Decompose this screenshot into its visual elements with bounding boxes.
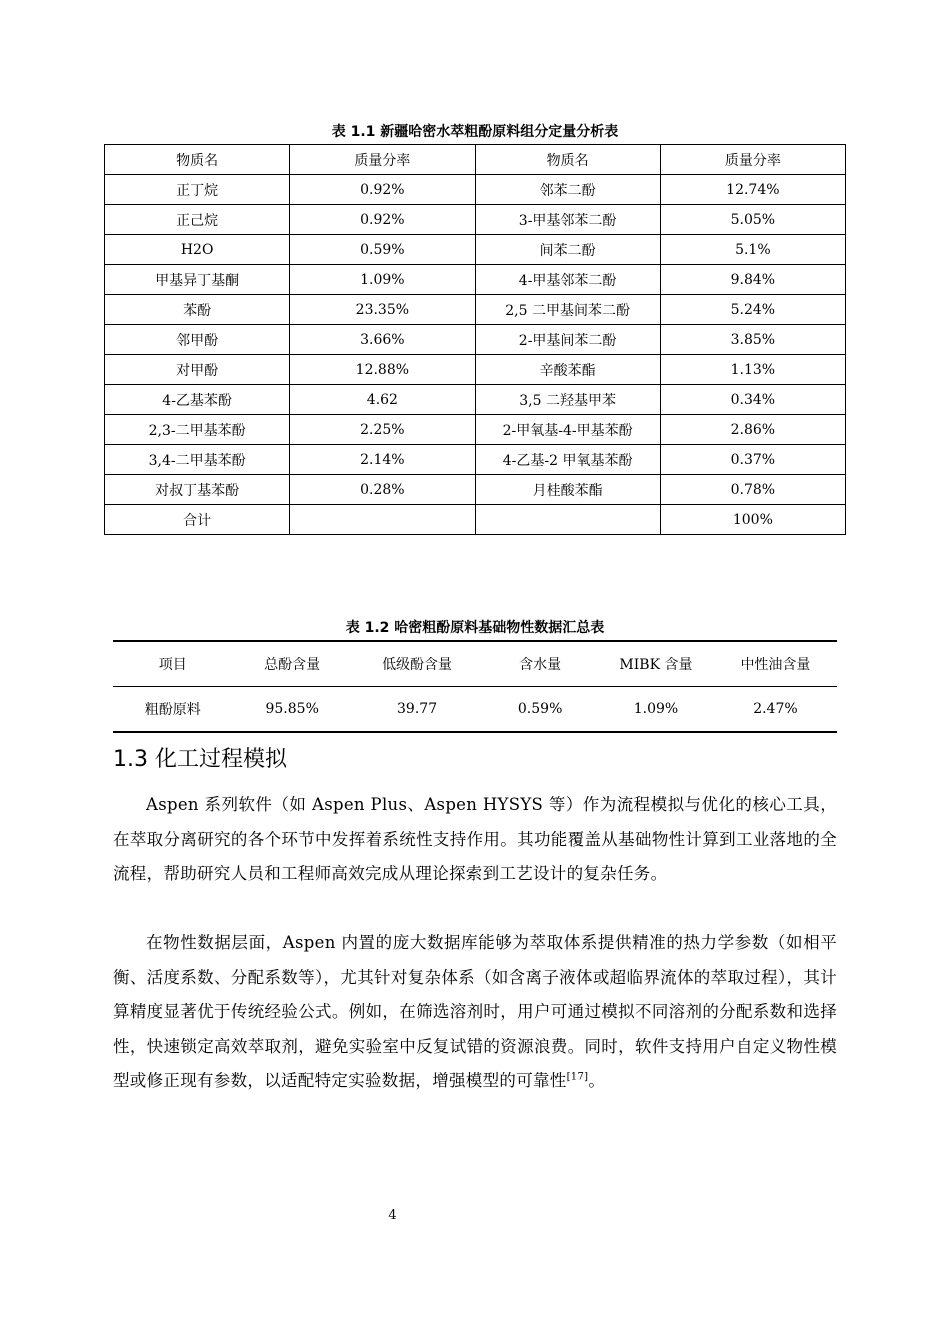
paragraph-2 [113, 926, 837, 1099]
table-cell: 正丁烷 [105, 175, 290, 205]
table2-caption: 表 1.2 哈密粗酚原料基础物性数据汇总表 [345, 620, 605, 636]
table-cell: 9.84% [660, 265, 845, 295]
table-cell: 对叔丁基苯酚 [105, 475, 290, 505]
table-cell: 4-乙基苯酚 [105, 385, 290, 415]
table-cell: 2-甲氧基-4-甲基苯酚 [475, 415, 660, 445]
table-cell: 1.09% [290, 265, 475, 295]
table-cell: 1.13% [660, 355, 845, 385]
table-cell: 12.74% [660, 175, 845, 205]
table-cell: 5.1% [660, 235, 845, 265]
table-cell: 1.09% [598, 687, 714, 733]
table-cell: 100% [660, 505, 845, 535]
table-cell: 合计 [105, 505, 290, 535]
table-cell: 0.37% [660, 445, 845, 475]
table-cell: 辛酸苯酯 [475, 355, 660, 385]
table-cell: 甲基异丁基酮 [105, 265, 290, 295]
table-cell: 0.34% [660, 385, 845, 415]
table-row [105, 205, 846, 235]
table-row [105, 265, 846, 295]
table-cell: 含水量 [482, 641, 598, 687]
table-cell: 39.77 [352, 687, 482, 733]
table-cell: 2,5 二甲基间苯二酚 [475, 295, 660, 325]
table-cell [290, 505, 475, 535]
table-cell: 邻苯二酚 [475, 175, 660, 205]
table-row [113, 687, 837, 733]
citation-ref[interactable]: [17] [566, 1071, 589, 1083]
table-cell: 3,4-二甲基苯酚 [105, 445, 290, 475]
paragraph-2-end: 。 [588, 1071, 606, 1090]
table-cell: MIBK 含量 [598, 641, 714, 687]
table-cell: 3-甲基邻苯二酚 [475, 205, 660, 235]
table-cell: 0.92% [290, 175, 475, 205]
table-cell: 间苯二酚 [475, 235, 660, 265]
table-row [105, 235, 846, 265]
paragraph-1: Aspen 系列软件（如 Aspen Plus、Aspen HYSYS 等）作为流程模拟与优化的核心工具，在萃取分离研究的各个环节中发挥着系统性支持作用。其功能覆盖从基础物性计算到工业落地的全流程，帮助研究人员和工程师高效完成从理论探索到工艺设计的复杂任务。 [113, 795, 837, 883]
table-cell: 0.28% [290, 475, 475, 505]
table1-caption: 表 1.1 新疆哈密水萃粗酚原料组分定量分析表 [331, 124, 619, 140]
section-heading: 1.3 化工过程模拟 [113, 747, 287, 772]
table-cell: 0.59% [290, 235, 475, 265]
table-row [105, 295, 846, 325]
table-cell: 质量分率 [660, 145, 845, 175]
table-cell: H2O [105, 235, 290, 265]
table-cell: 物质名 [475, 145, 660, 175]
table-row [105, 415, 846, 445]
table-cell: 总酚含量 [232, 641, 351, 687]
table-cell: 4-甲基邻苯二酚 [475, 265, 660, 295]
table-cell: 苯酚 [105, 295, 290, 325]
table-cell: 月桂酸苯酯 [475, 475, 660, 505]
table-cell [475, 505, 660, 535]
table-cell: 质量分率 [290, 145, 475, 175]
table-cell: 2.47% [714, 687, 837, 733]
table-cell: 邻甲酚 [105, 325, 290, 355]
table-cell: 正己烷 [105, 205, 290, 235]
table-cell: 2.25% [290, 415, 475, 445]
table-row [105, 175, 846, 205]
table-cell: 2.14% [290, 445, 475, 475]
table-header-row [105, 145, 846, 175]
table-cell: 5.05% [660, 205, 845, 235]
table-cell: 23.35% [290, 295, 475, 325]
table-row [105, 355, 846, 385]
table-cell: 2-甲基间苯二酚 [475, 325, 660, 355]
table-cell: 5.24% [660, 295, 845, 325]
page-number: 4 [388, 1208, 397, 1223]
table-cell: 3.66% [290, 325, 475, 355]
table-cell: 项目 [113, 641, 232, 687]
table-row [105, 325, 846, 355]
table-cell: 12.88% [290, 355, 475, 385]
table-cell: 3.85% [660, 325, 845, 355]
table-cell: 2.86% [660, 415, 845, 445]
table-cell: 粗酚原料 [113, 687, 232, 733]
table-cell: 4.62 [290, 385, 475, 415]
table-cell: 0.59% [482, 687, 598, 733]
property-table [113, 640, 837, 733]
table-cell: 95.85% [232, 687, 351, 733]
table-row [105, 445, 846, 475]
table-row [105, 475, 846, 505]
table-row [105, 385, 846, 415]
table-cell: 中性油含量 [714, 641, 837, 687]
table-cell: 3,5 二羟基甲苯 [475, 385, 660, 415]
table-cell: 2,3-二甲基苯酚 [105, 415, 290, 445]
table-header-row [113, 641, 837, 687]
table-cell: 0.92% [290, 205, 475, 235]
table-cell: 物质名 [105, 145, 290, 175]
table-cell: 低级酚含量 [352, 641, 482, 687]
table-cell: 对甲酚 [105, 355, 290, 385]
paragraph-2-text: 在物性数据层面，Aspen 内置的庞大数据库能够为萃取体系提供精准的热力学参数（如相平衡、活度系数、分配系数等），尤其针对复杂体系（如含离子液体或超临界流体的萃取过程），其计算精度显著优于传统经验公式。例如，在筛选溶剂时，用户可通过模拟不同溶剂的分配系数和选择性，快速锁定高效萃取剂，避免实验室中反复试错的资源浪费。同时，软件支持用户自定义物性模型或修正现有参数，以适配特定实验数据，增强模型的可靠性 [113, 933, 837, 1090]
composition-table [104, 144, 846, 535]
table-cell: 0.78% [660, 475, 845, 505]
table-cell: 4-乙基-2 甲氧基苯酚 [475, 445, 660, 475]
table-row [105, 505, 846, 535]
